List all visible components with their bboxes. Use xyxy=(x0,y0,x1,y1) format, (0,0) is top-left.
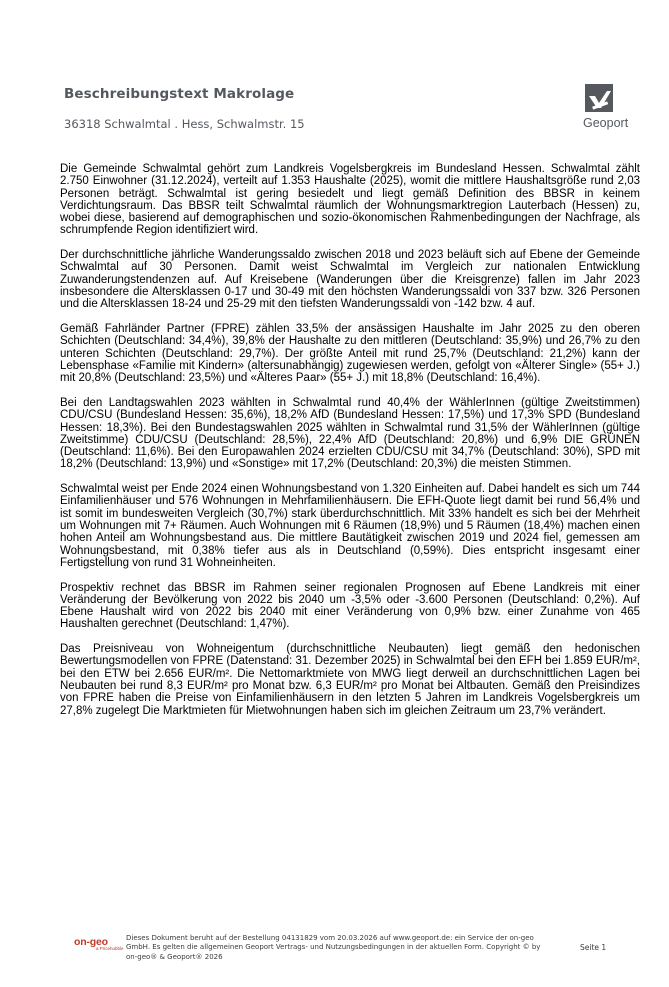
description-text xyxy=(60,163,640,729)
property-address: 36318 Schwalmtal . Hess, Schwalmstr. 15 xyxy=(64,117,305,131)
page-number: Seite 1 xyxy=(580,943,607,952)
page-title: Beschreibungstext Makrolage xyxy=(64,86,295,102)
paragraph-prices: Das Preisniveau von Wohneigentum (durchschnittliche Neubauten) liegt gemäß den hedonischen Bewertungsmodellen von FPRE (Datenstand: 31. Dezember 2025) in Schwalmtal bei den EFH bei 1.859 EUR/m², bei den ETW bei 2.656 EUR/m². Die Nettomarktmiete von MWG liegt derweil an durchschnittlichen Lagen bei Neubauten bei rund 8,3 EUR/m² pro Monat bzw. 6,3 EUR/m² pro Monat bei Altbauten. Gemäß den Preisindizes von FPRE haben die Preise von Einfamilienhäusern in den letzten 5 Jahren im Landkreis Vogelsbergkreis um 27,8% zugelegt Die Marktmieten für Mietwohnungen haben sich im gleichen Zeitraum um 23,7% verändert. xyxy=(60,643,640,717)
paragraph-housing-stock: Schwalmtal weist per Ende 2024 einen Wohnungsbestand von 1.320 Einheiten auf. Dabei handelt es sich um 744 Einfamilienhäuser und 576 Wohnungen in Mehrfamilienhäusern. Die EFH-Quote liegt damit bei rund 56,4% und ist somit im bundesweiten Vergleich (30,7%) stark überdurchschnittlich. Mit 33% handelt es sich bei der Mehrheit um Wohnungen mit 7+ Räumen. Auch Wohnungen mit 6 Räumen (18,9%) und 5 Räumen (18,4%) machen einen hohen Anteil am Wohnungsbestand aus. Die mittlere Bautätigkeit zwischen 2019 und 2024 fiel, gemessen am Wohnungsbestand, mit 0,38% tiefer aus als in Deutschland (0,59%). Dies entspricht insgesamt einer Fertigstellung von rund 31 Wohneinheiten. xyxy=(60,483,640,569)
on-geo-logo-subtext: a Pricehubble xyxy=(96,946,124,951)
geoport-logo-text: Geoport xyxy=(583,116,629,130)
footer-disclaimer: Dieses Dokument beruht auf der Bestellung 04131829 vom 20.03.2026 auf www.geoport.de: ein Service der on-geo GmbH. Es gelten die allgemeinen Geoport Vertrags- und Nutzungsbedingungen in der aktuellen Form. Copyright © by on-geo® & Geoport® 2026 xyxy=(126,934,541,961)
geoport-logo xyxy=(582,84,642,134)
paragraph-overview: Die Gemeinde Schwalmtal gehört zum Landkreis Vogelsbergkreis im Bundesland Hessen. Schwalmtal zählt 2.750 Einwohner (31.12.2024), verteilt auf 1.353 Haushalte (2025), womit die mittlere Haushaltsgröße rund 2,03 Personen beträgt. Schwalmtal ist gering besiedelt und liegt gemäß Definition des BBSR in keinem Verdichtungsraum. Das BBSR teilt Schwalmtal räumlich der Wohnungsmarktregion Lauterbach (Hessen) zu, wobei diese, basierend auf demographischen und sozio-ökonomischen Rahmenbedingungen der Nachfrage, als schrumpfende Region identifiziert wird. xyxy=(60,163,640,237)
paragraph-households: Gemäß Fahrländer Partner (FPRE) zählen 33,5% der ansässigen Haushalte im Jahr 2025 zu den oberen Schichten (Deutschland: 34,4%), 39,8% der Haushalte zu den mittleren (Deutschland: 35,9%) und 26,7% zu den unteren Schichten (Deutschland: 29,7%). Der größte Anteil mit rund 25,7% (Deutschland: 21,2%) kann der Lebensphase «Familie mit Kindern» (altersunabhängig) zugewiesen werden, gefolgt von «Älterer Single» (55+ J.) mit 20,8% (Deutschland: 23,5%) und «Älteres Paar» (55+ J.) mit 18,8% (Deutschland: 16,4%). xyxy=(60,323,640,385)
on-geo-logo xyxy=(74,936,124,951)
geoport-logo-icon xyxy=(585,84,613,112)
paragraph-forecast: Prospektiv rechnet das BBSR im Rahmen seiner regionalen Prognosen auf Ebene Landkreis mit einer Veränderung der Bevölkerung von 2022 bis 2040 um -3,5% oder -3.600 Personen (Deutschland: 0,2%). Auf Ebene Haushalt wird von 2022 bis 2040 mit einer Veränderung von 0,9% bzw. einer Zunahme von 465 Haushalten gerechnet (Deutschland: 1,47%). xyxy=(60,581,640,631)
paragraph-elections: Bei den Landtagswahlen 2023 wählten in Schwalmtal rund 40,4% der WählerInnen (gültige Zweitstimmen) CDU/CSU (Bundesland Hessen: 35,6%), 18,2% AfD (Bundesland Hessen: 17,5%) und 17,3% SPD (Bundesland Hessen: 18,3%). Bei den Bundestagswahlen 2025 wählten in Schwalmtal rund 31,5% der WählerInnen (gültige Zweitstimme) CDU/CSU (Deutschland: 28,5%), 22,4% AfD (Deutschland: 20,8%) und 6,9% DIE GRÜNEN (Deutschland: 11,6%). Bei den Europawahlen 2024 erzielten CDU/CSU mit 34,7% (Deutschland: 30%), SPD mit 18,2% (Deutschland: 13,9%) und «Sonstige» mit 17,2% (Deutschland: 20,3%) die meisten Stimmen. xyxy=(60,396,640,471)
on-geo-logo-text: on-geo xyxy=(74,936,108,948)
geoport-logo-svg xyxy=(585,84,613,112)
paragraph-migration: Der durchschnittliche jährliche Wanderungssaldo zwischen 2018 und 2023 beläuft sich auf Ebene der Gemeinde Schwalmtal auf 30 Personen. Damit weist Schwalmtal im Vergleich zur nationalen Entwicklung Zuwanderungstendenzen auf. Auf Kreisebene (Wanderungen über die Kreisgrenze) fallen im Jahr 2023 insbesondere die Altersklassen 0-17 und 30-49 mit den höchsten Wanderungssaldi von 337 bzw. 326 Personen und die Altersklassen 18-24 und 25-29 mit den tiefsten Wanderungssaldi von -142 bzw. 4 auf. xyxy=(60,249,640,311)
